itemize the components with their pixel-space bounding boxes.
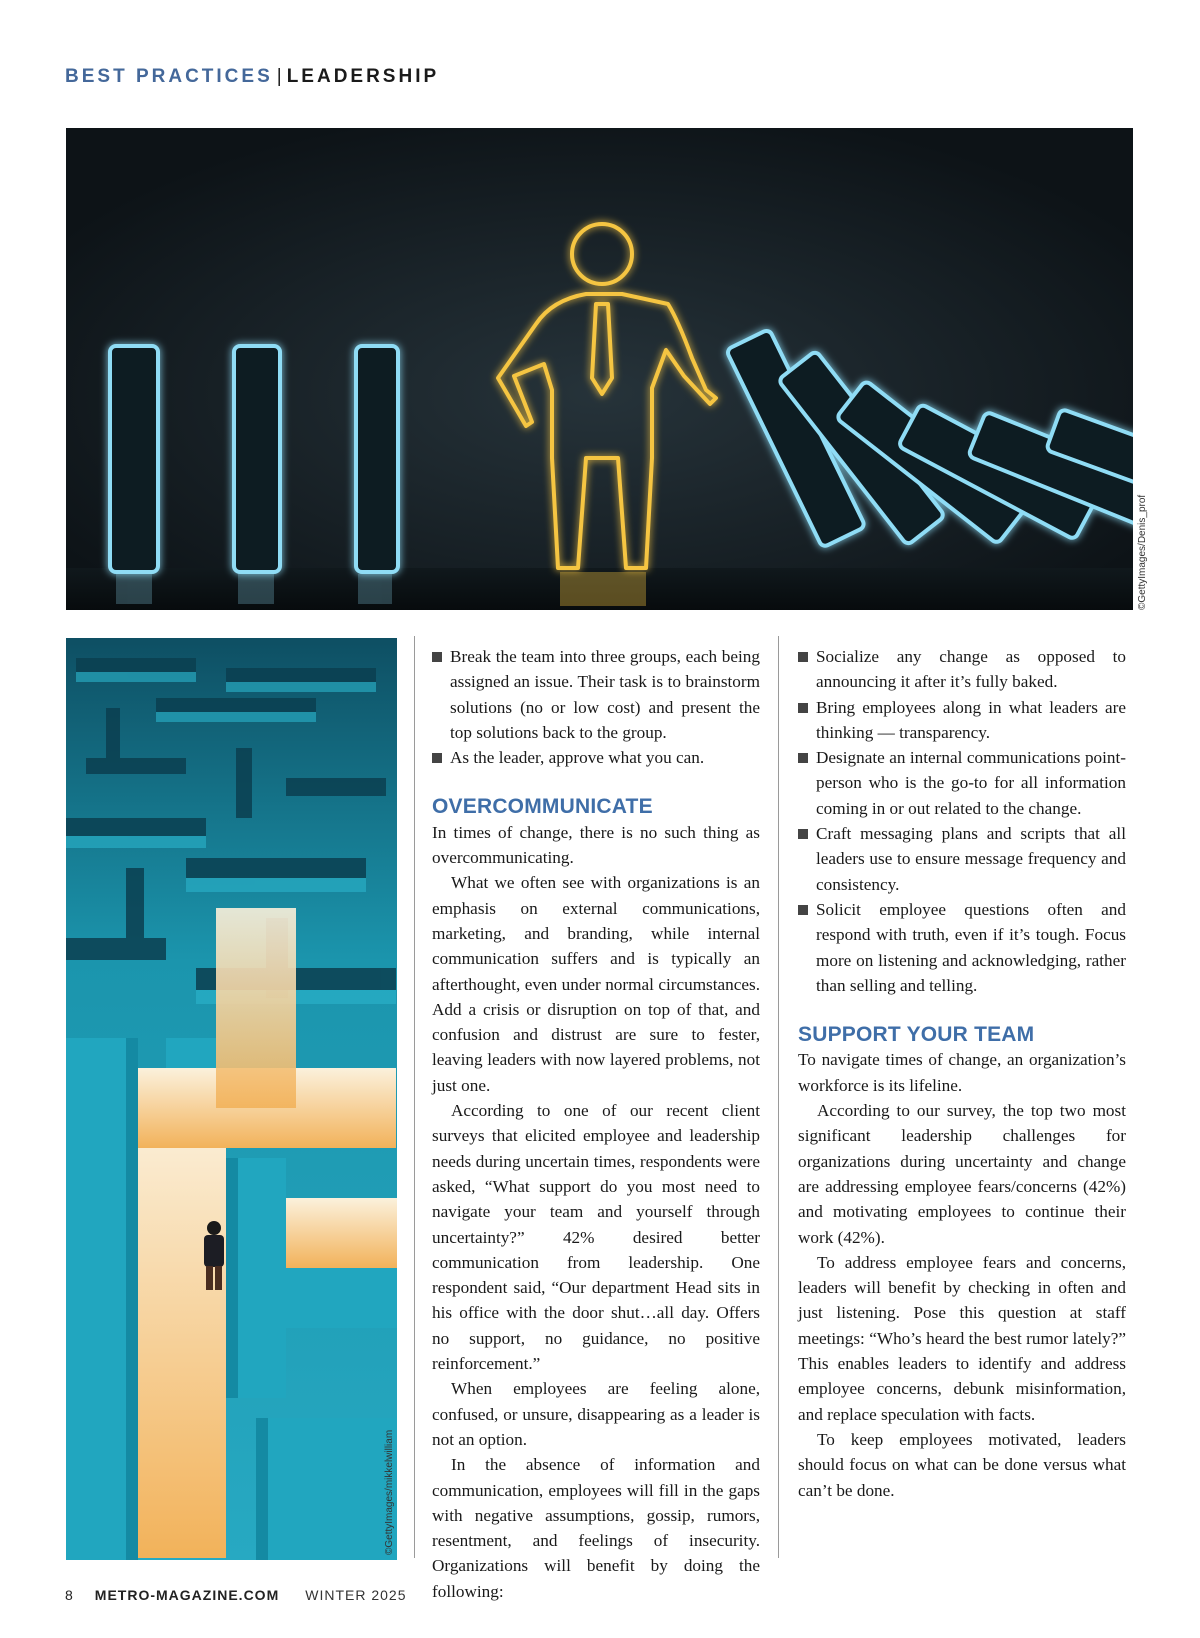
bullet-square-icon	[798, 829, 808, 839]
bullet-item: Socialize any change as opposed to announcing it after it’s fully baked.	[798, 644, 1126, 695]
section-subcategory: LEADERSHIP	[286, 66, 440, 87]
bullet-square-icon	[798, 652, 808, 662]
header-separator: |	[276, 66, 282, 87]
paragraph: What we often see with organizations is an emphasis on external communications, marketing, and branding, while internal communication suffers and is typically an afterthought, even under normal circumstances. Add a crisis or disruption on top of that, and confusion and distrust are sure to fester, leaving leaders with now layered problems, not just one.	[432, 873, 760, 1095]
domino-leader-image	[66, 128, 1133, 610]
heading-overcommunicate: OVERCOMMUNICATE	[432, 795, 653, 819]
paragraph: In the absence of information and communication, employees will fill in the gaps with negative assumptions, gossip, rumors, resentment, and feelings of insecurity. Organizations will benefit by doing the following:	[432, 1455, 760, 1601]
bullet-item: Craft messaging plans and scripts that all leaders use to ensure message frequency and consistency.	[798, 821, 1126, 897]
bullet-square-icon	[432, 652, 442, 662]
bullet-item: As the leader, approve what you can.	[432, 745, 760, 770]
paragraph: To keep employees motivated, leaders should focus on what can be done versus what can’t be done.	[798, 1429, 1126, 1500]
bullet-item: Break the team into three groups, each being assigned an issue. Their task is to brainstorm solutions (no or low cost) and present the top solutions back to the group.	[432, 644, 760, 745]
column-divider-right	[778, 636, 779, 1558]
bullet-item: Solicit employee questions often and respond with truth, even if it’s tough. Focus more on listening and acknowledging, rather than selling and telling.	[798, 897, 1126, 998]
hero-image-credit: ©GettyImages/Denis_prof	[1137, 494, 1148, 610]
paragraph: To navigate times of change, an organization’s workforce is its lifeline.	[798, 1050, 1126, 1095]
issue-label: WINTER 2025	[305, 1587, 407, 1603]
page-footer	[65, 1587, 406, 1603]
column-divider-left	[414, 636, 415, 1558]
paragraph: To address employee fears and concerns, leaders will benefit by checking in often and just listening. Pose this question at staff meetings: “Who’s heard the best rumor lately?” This enables leaders to identify and address employee concerns, debunk misinformation, and replace speculation with facts.	[798, 1252, 1126, 1424]
text-column-1	[432, 644, 760, 1604]
paragraph: According to our survey, the top two most significant leadership challenges for organizations during uncertainty and change are addressing employee fears/concerns (42%) and motivating employees to continue their work (42%).	[798, 1101, 1126, 1247]
side-image-credit: ©GettyImages/mikkelwilliam	[384, 1429, 395, 1555]
section-category: BEST PRACTICES	[65, 66, 273, 87]
bullet-item: Designate an internal communications point-person who is the go-to for all information coming in or out related to the change.	[798, 745, 1126, 821]
site-link[interactable]: METRO-MAGAZINE.COM	[94, 1587, 280, 1603]
heading-support-your-team: SUPPORT YOUR TEAM	[798, 1023, 1035, 1047]
bullet-square-icon	[432, 753, 442, 763]
bullet-square-icon	[798, 905, 808, 915]
bullet-item: Bring employees along in what leaders are thinking — transparency.	[798, 695, 1126, 746]
text-column-2	[798, 644, 1126, 1503]
maze-image	[66, 638, 397, 1560]
page-number: 8	[65, 1587, 73, 1603]
paragraph: When employees are feeling alone, confused, or unsure, disappearing as a leader is not an option.	[432, 1379, 760, 1449]
paragraph: According to one of our recent client surveys that elicited employee and leadership needs during uncertain times, respondents were asked, “What support do you most need to navigate your team and yourself through uncertainty?” 42% desired better communication from leadership. One respondent said, “Our department Head sits in his office with the door shut…all day. Offers no support, no guidance, no positive reinforcement.”	[432, 1101, 760, 1374]
paragraph: In times of change, there is no such thing as overcommunicating.	[432, 822, 760, 868]
bullet-square-icon	[798, 753, 808, 763]
bullet-square-icon	[798, 703, 808, 713]
section-header	[65, 66, 439, 88]
